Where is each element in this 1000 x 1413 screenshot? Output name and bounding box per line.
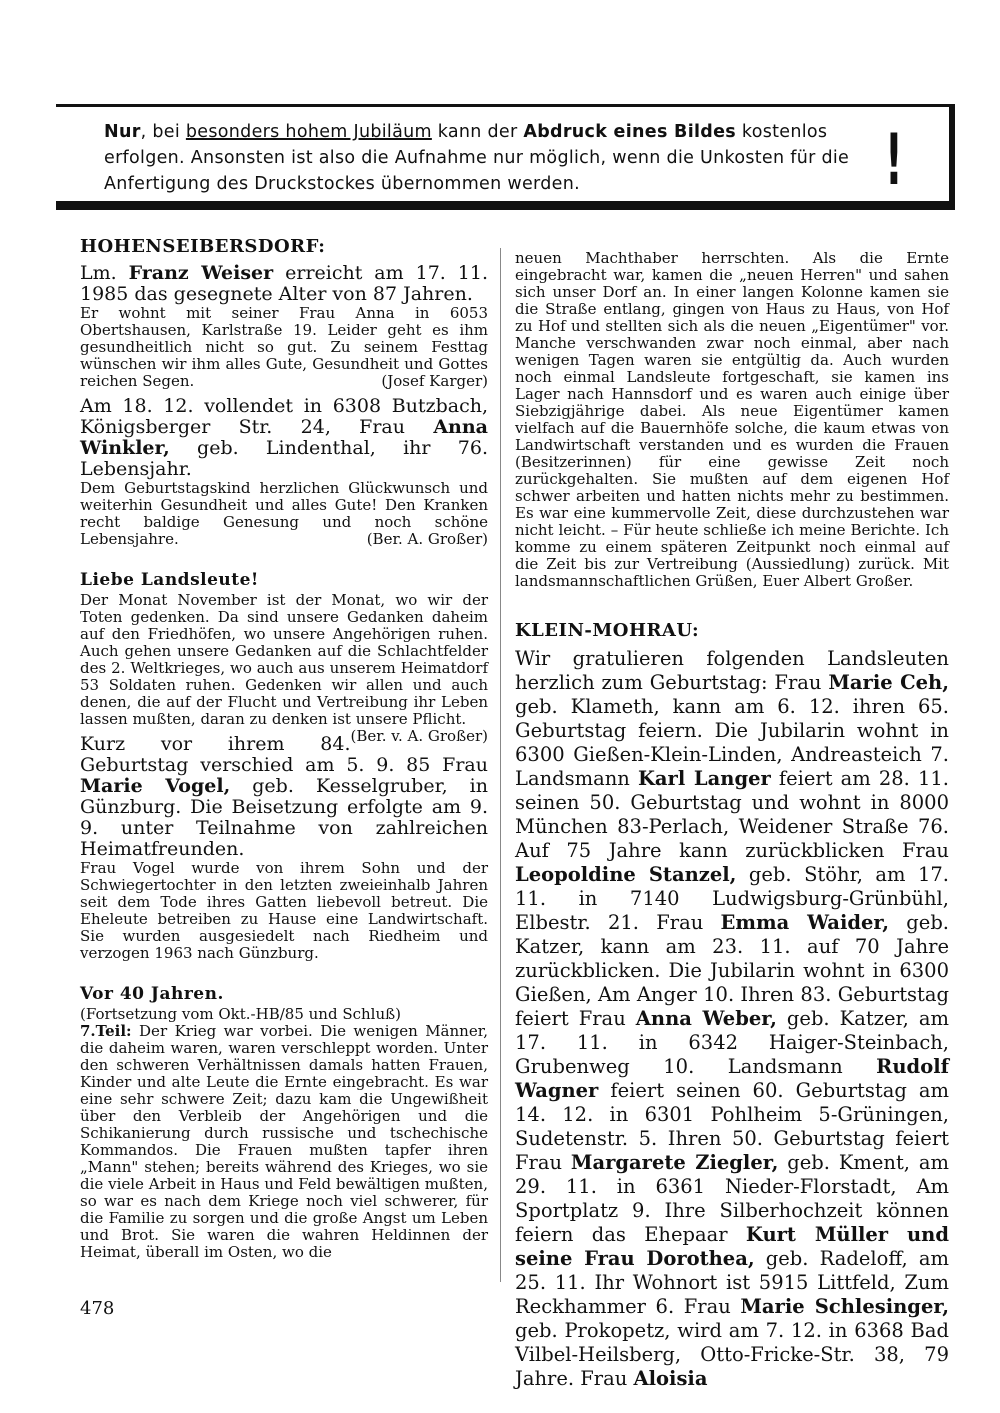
signature: (Josef Karger) — [381, 372, 488, 390]
paragraph-vogel-detail — [80, 860, 488, 962]
text: geb. Kment, am 29. 11. in 6361 Nieder-Florstadt, Am Sportplatz 9. Ihre Silberhochzeit können feiern das Ehepaar — [515, 1151, 949, 1246]
notice-bold: Abdruck eines Bildes — [523, 122, 737, 142]
text: geb. Stöhr, am 17. 11. in 7140 Ludwigsburg-Grünbühl, Elbestr. 21. Frau — [515, 863, 949, 934]
page-number: 478 — [80, 1298, 115, 1319]
text: Wir gratulieren folgenden Landsleuten herzlich zum Geburtstag: Frau — [515, 647, 949, 694]
text: Der Krieg war vorbei. Die wenigen Männer, die daheim waren, waren verschleppt worden. Unter den schweren Verhältnissen damals hatten Frauen, Kinder und alte Leute die Ernte eingebracht. Es war eine sehr schwere Zeit; dazu kam die Ungewißheit über den Verbleib der Angehörigen und die Schikanierung durch russische und tschechische Kommandos. Die Frauen mußten tapfer ihren „Mann" stehen; bereits während des Krieges, wo sie die viele Arbeit in Haus und Feld bewältigen mußten, so war es nach dem Kriege noch viel schwerer, für die Familie zu sorgen und die große Angst um Leben und Brot. Sie waren die wahren Heldinnen der Heimat, überall im Osten, wo die — [80, 1022, 488, 1261]
paragraph-continuation: neuen Machthaber herrschten. Als die Ernte eingebracht war, kamen die „neuen Herren" und sahen sich unser Dorf an. In einer langen Kolonne kamen sie die Straße entlang, gingen von Haus zu Haus, von Hof zu Hof und stellten sich als die neuen „Eigentümer" vor. Manche verschwanden zwar noch einmal, aber nach wenigen Tagen waren sie entgültig da. Auch wurden noch einmal Landsleute fortgeschaft, sie kamen ins Lager nach Hannsdorf und es waren auch einige über Siebzigjährige dabei. Als neue Eigentümer kamen vielfach auf die Bauernhöfe solche, die kaum etwas von Landwirtschaft verstanden und es wurden die Frauen (Besitzerinnen) für eine gewisse Zeit noch zurückgehalten. Sie mußten auf dem eigenen Hof schwer arbeiten und hatten nichts mehr zu bestimmen. Es war eine kummervolle Zeit, diese durchzustehen war nicht leicht. – Für heute schließe ich meine Berichte. Ich komme zu einem späteren Zeitpunkt noch einmal auf die Zeit bis zur Vertreibung (Aussiedlung) zurück. Mit landsmannschaftlichen Grüßen, Euer Albert Großer. — [515, 249, 949, 590]
paragraph-vogel — [80, 734, 488, 860]
person-name: Franz Weiser — [128, 262, 274, 284]
notice-underlined: besonders hohem Jubiläum — [185, 122, 432, 142]
notice-kann: kann der — [431, 122, 524, 142]
person-name: Karl Langer — [637, 767, 771, 790]
text: Kurz vor ihrem 84. Geburtstag verschied am 5. 9. 85 Frau — [80, 733, 488, 776]
paragraph-winkler — [80, 396, 488, 480]
text: geb. Klameth, kann am 6. 12. ihren 65. Geburtstag feiern. Die Jubilarin wohnt in 6300 Gießen-Klein-Linden, Andreasteich 7. Landsmann — [515, 695, 949, 790]
signature: (Ber. v. A. Großer) — [350, 727, 488, 745]
text: geb. Kesselgruber, in Günzburg. Die Beisetzung erfolgte am 9. 9. unter Teilnahme von zahlreichen Heimatfreunden. — [80, 775, 488, 860]
text: Lm. — [80, 262, 129, 284]
column-divider — [500, 248, 501, 1282]
text: geb. Radeloff, am 25. 11. Ihr Wohnort ist 5915 Littfeld, Zum Reckhammer 6. Frau — [515, 1247, 949, 1318]
paragraph-weiser — [80, 263, 488, 305]
paragraph-klein-mohrau — [515, 647, 949, 1391]
section-title-hohenseibersdorf: HOHENSEIBERSDORF: — [80, 236, 326, 257]
notice-rest: kostenlos erfolgen. Ansonsten ist also die Aufnahme nur möglich, wenn die Unkosten für die Anfertigung des Druckstockes übernommen werden. — [104, 122, 850, 194]
section-title-vor-40-jahren: Vor 40 Jahren. — [80, 984, 224, 1004]
right-column — [515, 250, 949, 1391]
text: geb. Prokopetz, wird am 7. 12. in 6368 Bad Vilbel-Heilsberg, Otto-Fricke-Str. 38, 79 Jahre. Frau — [515, 1319, 949, 1390]
text: Der Monat November ist der Monat, wo wir der Toten gedenken. Da sind unsere Gedanken daheim auf den Friedhöfen, wo unsere Angehörigen ruhen. Auch gehen unsere Gedanken auf die Schlachtfelder des 2. Weltkrieges, wo auch aus unserem Heimatdorf 53 Soldaten ruhen. Gedenken wir allen und auch denen, die auf der Flucht und Vertreibung ihr Leben lassen mußten, daran zu denken ist unsere Pflicht. — [80, 591, 488, 728]
paragraph-weiser-detail — [80, 305, 488, 390]
paragraph-winkler-detail — [80, 480, 488, 548]
paragraph-teil7 — [80, 1023, 488, 1261]
section-title-landsleute: Liebe Landsleute! — [80, 570, 259, 590]
notice-nur: Nur — [104, 122, 141, 142]
person-name: Emma Waider, — [720, 911, 890, 934]
notice-box — [56, 104, 955, 210]
notice-text — [104, 119, 874, 197]
text: Dem Geburtstagskind herzlichen Glückwunsch und weiterhin Gesundheit und alles Gute! Den Kranken recht baldige Genesung und noch schöne Lebensjahre. — [80, 479, 488, 548]
person-name: Kurt Müller und seine Frau Dorothea, — [515, 1223, 949, 1270]
person-name: Marie Schlesinger, — [740, 1295, 949, 1318]
section-title-klein-mohrau: KLEIN-MOHRAU: — [515, 620, 700, 641]
part-label: 7.Teil: — [80, 1022, 132, 1040]
person-name: Leopoldine Stanzel, — [515, 863, 737, 886]
text: erreicht am 17. 11. 1985 das gesegnete Alter von 87 Jahren. — [80, 262, 489, 305]
text: feiert am 28. 11. seinen 50. Geburtstag und wohnt in 8000 München 83-Perlach, Weidener Straße 76. Auf 75 Jahre kann zurückblicken Frau — [515, 767, 949, 862]
person-name: Marie Ceh, — [828, 671, 949, 694]
paragraph-toten — [80, 591, 488, 745]
exclamation-mark: ! — [885, 119, 903, 201]
left-column — [80, 236, 488, 1261]
subtitle-fortsetzung: (Fortsetzung vom Okt.-HB/85 und Schluß) — [80, 1005, 401, 1023]
signature: (Ber. A. Großer) — [366, 530, 488, 548]
person-name: Aloisia — [633, 1367, 708, 1390]
person-name: Anna Winkler, — [80, 416, 488, 459]
text: Er wohnt mit seiner Frau Anna in 6053 Obertshausen, Karlstraße 19. Leider geht es ihm gesundheitlich nicht so gut. Zu seinem Festtag wünschen wir ihm alles Gute, Gesundheit und Gottes reichen Segen. — [80, 304, 488, 390]
text: geb. Katzer, kann am 23. 11. auf 70 Jahre zurückblicken. Die Jubilarin wohnt in 6300 Gießen, Am Anger 10. Ihren 83. Geburtstag feiert Frau — [515, 911, 949, 1030]
text: geb. Lindenthal, ihr 76. Lebensjahr. — [80, 437, 488, 480]
person-name: Margarete Ziegler, — [570, 1151, 779, 1174]
person-name: Rudolf Wagner — [515, 1055, 949, 1102]
text: geb. Katzer, am 17. 11. in 6342 Haiger-Steinbach, Grubenweg 10. Landsmann — [515, 1007, 950, 1078]
text: Am 18. 12. vollendet in 6308 Butzbach, Königsberger Str. 24, Frau — [80, 395, 488, 438]
text: Frau Vogel wurde von ihrem Sohn und der Schwiegertochter in den letzten zweieinhalb Jahren seit dem Tode ihres Gatten liebevoll betreut. Die Eheleute betreiben zu Hause eine Landwirtschaft. Sie wurden ausgesiedelt nach Riedheim und verzogen 1963 nach Günzburg. — [80, 859, 488, 962]
text: feiert seinen 60. Geburtstag am 14. 12. in 6301 Pohlheim 5-Grüningen, Sudetenstr. 5. Ihren 50. Geburtstag feiert Frau — [515, 1079, 949, 1174]
person-name: Anna Weber, — [635, 1007, 777, 1030]
person-name: Marie Vogel, — [80, 775, 231, 797]
notice-bei: , bei — [140, 122, 181, 142]
